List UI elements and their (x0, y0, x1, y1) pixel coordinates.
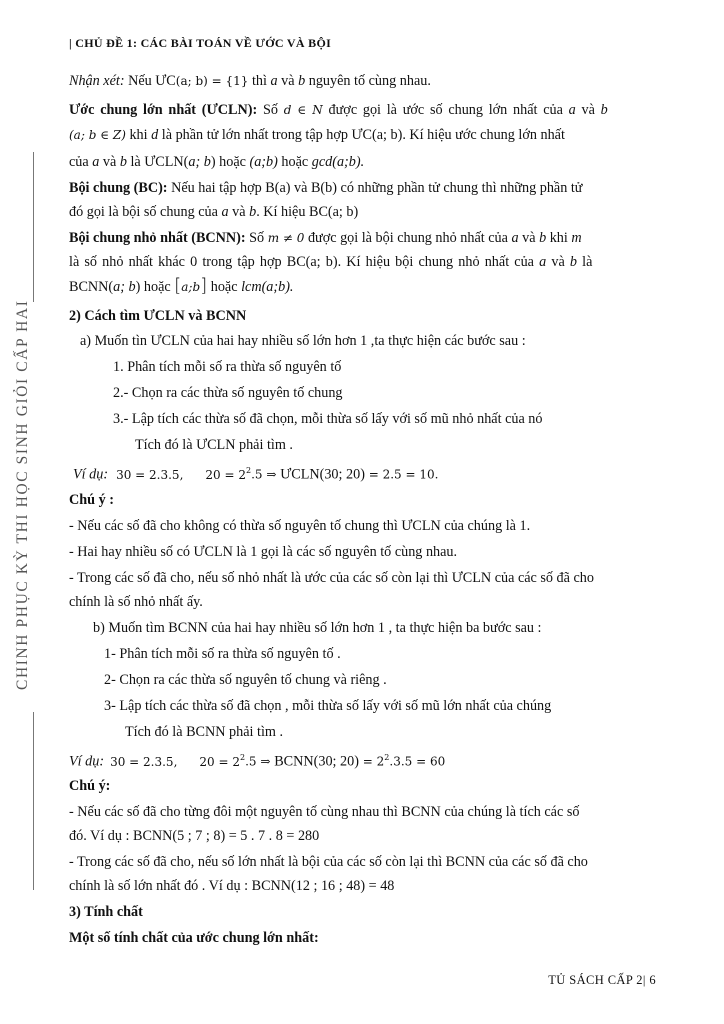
lcm-example: Ví dụ: 30 = 2.3.5, $20 = 2^2.5$ ⇒ BCNN(30; $20) = 2^2.3.5 = 60$ (69, 753, 446, 770)
remark-line: Nhận xét: Nếu ƯC(a; b) = {1} thì a và b nguyên tố cùng nhau. (69, 73, 431, 89)
gcd-method-intro: a) Muốn tìn ƯCLN của hai hay nhiều số lớn hơn 1 ,ta thực hiện các bước sau : (80, 333, 526, 349)
gcd-step-1: 1. Phân tích mỗi số ra thừa số nguyên tố (113, 359, 342, 375)
gcd-example: Ví dụ: 30 = 2.3.5, $20 = 2^2.5$ ⇒ ƯCLN(30; 20) = 2.5 = 10. (73, 466, 439, 483)
note-heading-2: Chú ý: (69, 778, 111, 794)
note-1-item-1: - Nếu các số đã cho không có thừa số nguyên tố chung thì ƯCLN của chúng là 1. (69, 518, 531, 534)
note-2-item-2-cont: chính là số lớn nhất đó . Ví dụ : BCNN(12 ; 16 ; 48) = 48 (69, 878, 395, 894)
lcm-term: Bội chung nhỏ nhất (BCNN): (69, 230, 246, 246)
lcm-step-2: 2- Chọn ra các thừa số nguyên tố chung và riêng . (104, 672, 387, 688)
common-multiple-line1: Bội chung (BC): Nếu hai tập hợp B(a) và B(b) có những phần tử chung thì những phần tử (69, 180, 583, 196)
gcd-definition-line3: của a và b là ƯCLN(a; b) hoặc (a;b) hoặc gcd(a;b). (69, 154, 365, 170)
section-2-heading: 2) Cách tìm ƯCLN và BCNN (69, 308, 247, 324)
bc-term: Bội chung (BC): (69, 180, 168, 196)
lcm-result: Tích đó là BCNN phải tìm . (125, 724, 284, 740)
note-1-item-2: - Hai hay nhiều số có ƯCLN là 1 gọi là các số nguyên tố cùng nhau. (69, 544, 458, 560)
note-2-item-1: - Nếu các số đã cho từng đôi một nguyên tố cùng nhau thì BCNN của chúng là tích các số (69, 804, 580, 820)
gcd-definition-line1: Ước chung lớn nhất (ƯCLN): Số d ∈ N được gọi là ước số chung lớn nhất của a và b (69, 102, 608, 118)
note-2-item-1-cont: đó. Ví dụ : BCNN(5 ; 7 ; 8) = 5 . 7 . 8 = 280 (69, 828, 320, 844)
note-1-item-3-cont: chính là số nhỏ nhất ấy. (69, 594, 203, 610)
lcm-definition-line3: BCNN(a; b) hoặc [a;b] hoặc lcm(a;b). (69, 275, 294, 296)
lcm-method-intro: b) Muốn tìm BCNN của hai hay nhiều số lớn hơn 1 , ta thực hiện ba bước sau : (93, 620, 542, 636)
gcd-step-3: 3.- Lập tích các thừa số đã chọn, mỗi thừa số lấy với số mũ nhỏ nhất của nó (113, 411, 543, 427)
gcd-result: Tích đó là ƯCLN phải tìm . (135, 437, 293, 453)
note-2-item-2: - Trong các số đã cho, nếu số lớn nhất là bội của các số còn lại thì BCNN của các số đã cho (69, 854, 588, 870)
gcd-definition-line2: (a; b ∈ Z) khi d là phần tử lớn nhất trong tập hợp ƯC(a; b). Kí hiệu ước chung lớn nhất (69, 127, 565, 143)
common-multiple-line2: đó gọi là bội số chung của a và b. Kí hiệu BC(a; b) (69, 204, 359, 220)
sidebar-line-bottom (33, 712, 34, 890)
gcd-step-2: 2.- Chọn ra các thừa số nguyên tố chung (113, 385, 343, 401)
section-3-heading: 3) Tính chất (69, 904, 143, 920)
lcm-definition-line1: Bội chung nhỏ nhất (BCNN): Số m ≠ 0 được gọi là bội chung nhỏ nhất của a và b khi m (69, 230, 582, 246)
lcm-step-3: 3- Lập tích các thừa số đã chọn , mỗi thừa số lấy với số mũ lớn nhất của chúng (104, 698, 552, 714)
sidebar-line-top (33, 152, 34, 302)
note-heading-1: Chú ý : (69, 492, 114, 508)
page-footer: TỦ SÁCH CẤP 2| 6 (548, 973, 656, 987)
sidebar-title: CHINH PHỤC KỲ THI HỌC SINH GIỎI CẤP HAI (14, 299, 31, 690)
gcd-term: Ước chung lớn nhất (ƯCLN): (69, 102, 258, 118)
note-1-item-3: - Trong các số đã cho, nếu số nhỏ nhất là ước của các số còn lại thì ƯCLN của các số đã cho (69, 570, 594, 586)
lcm-definition-line2: là số nhỏ nhất khác 0 trong tập hợp BC(a; b). Kí hiệu bội chung nhỏ nhất của a và b là (69, 254, 593, 270)
gcd-properties-heading: Một số tính chất của ước chung lớn nhất: (69, 930, 319, 946)
chapter-header: | CHỦ ĐỀ 1: CÁC BÀI TOÁN VỀ ƯỚC VÀ BỘI (69, 36, 332, 50)
lcm-step-1: 1- Phân tích mỗi số ra thừa số nguyên tố . (104, 646, 341, 662)
remark-label: Nhận xét: (69, 73, 125, 89)
